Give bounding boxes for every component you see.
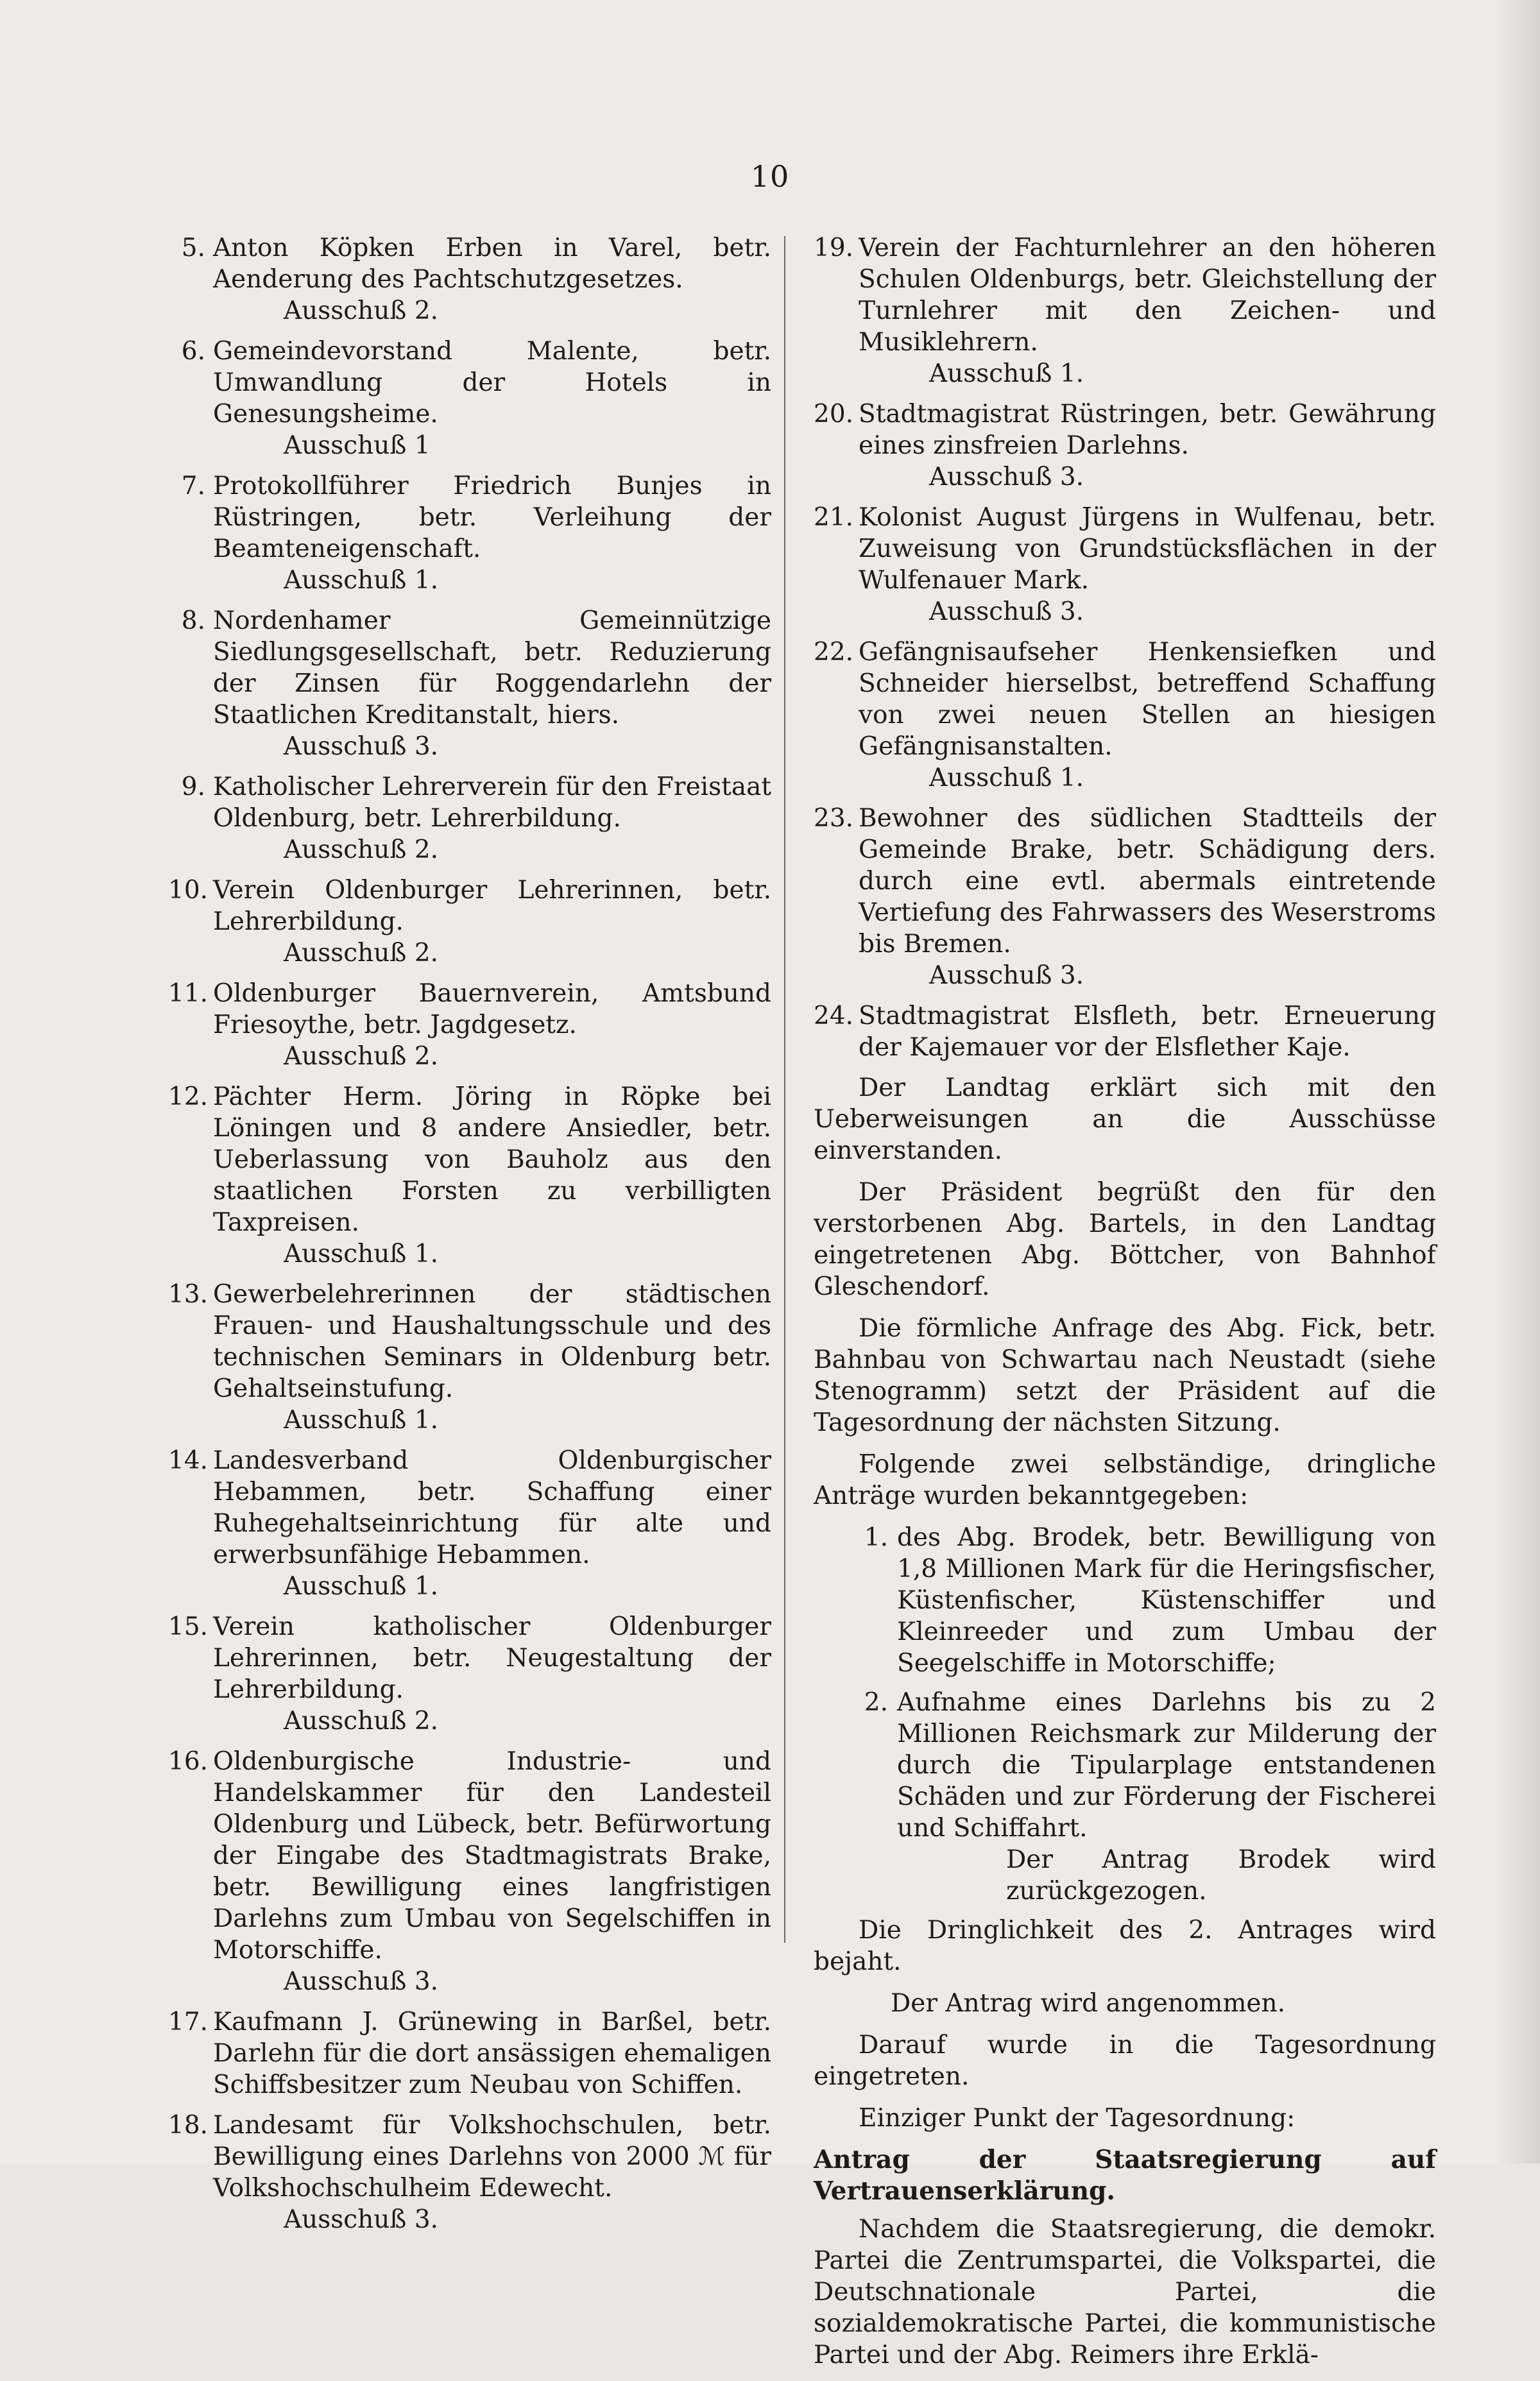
- petition-entry: [168, 2110, 771, 2235]
- paragraph-agenda-entered: Darauf wurde in die Tagesordnung eingetreten.: [814, 2031, 1436, 2091]
- entry-text: Verein Oldenburger Lehrerinnen, betr. Lehrerbildung.: [213, 876, 771, 936]
- entry-text: Protokollführer Friedrich Bunjes in Rüstringen, betr. Verleihung der Beamteneigenschaft.: [213, 472, 771, 563]
- entry-committee: Ausschuß 1: [284, 431, 431, 460]
- entry-committee: Ausschuß 1.: [284, 566, 439, 595]
- entry-committee: Ausschuß 3.: [929, 463, 1084, 491]
- entry-committee: Ausschuß 1.: [284, 1406, 439, 1435]
- petition-entry: [168, 1611, 771, 1737]
- paragraph-formal-inquiry: Die förmliche Anfrage des Abg. Fick, betr. Bahnbau von Schwartau nach Neustadt (siehe Stenogramm) setzt der Präsident auf die Tagesordnung der nächsten Sitzung.: [814, 1314, 1436, 1437]
- petition-entry: [814, 803, 1436, 991]
- entry-text: Anton Köpken Erben in Varel, betr. Aenderung des Pachtschutzgesetzes.: [213, 234, 771, 294]
- petition-entry: [168, 2006, 771, 2101]
- paragraph-urgency: Die Dringlichkeit des 2. Antrages wird bejaht.: [814, 1916, 1436, 1976]
- petition-entry: [168, 1746, 771, 1997]
- entry-text: Verein der Fachturnlehrer an den höheren Schulen Oldenburgs, betr. Gleichstellung der Turnlehrer mit den Zeichen- und Musiklehrern.: [859, 234, 1436, 357]
- entry-number: 17.: [168, 2008, 209, 2036]
- entry-text: Gemeindevorstand Malente, betr. Umwandlung der Hotels in Genesungsheime.: [213, 337, 771, 429]
- entry-text: Kaufmann J. Grünewing in Barßel, betr. Darlehn für die dort ansässigen ehemaligen Schiffsbesitzer zum Neubau von Schiffen.: [213, 2008, 771, 2099]
- petition-entry: [168, 605, 771, 762]
- motion-item: [814, 1522, 1436, 1679]
- agenda-heading: Antrag der Staatsregierung auf Vertrauenserklärung.: [814, 2145, 1436, 2206]
- paragraph-president-welcome: Der Präsident begrüßt den für den verstorbenen Abg. Bartels, in den Landtag eingetretenen Abg. Böttcher, von Bahnhof Gleschendorf.: [814, 1178, 1436, 1301]
- entry-committee: Ausschuß 3.: [929, 597, 1084, 626]
- paragraph-final: Nachdem die Staatsregierung, die demokr. Partei die Zentrumspartei, die Volkspartei, die Deutschnationale Partei, die sozialdemokratische Partei, die kommunistische Partei und der Abg. Reimers ihre Erklä-: [814, 2215, 1436, 2369]
- entry-committee: Ausschuß 3.: [284, 2205, 439, 2234]
- entry-text: Pächter Herm. Jöring in Röpke bei Löningen und 8 andere Ansiedler, betr. Ueberlassung von Bauholz aus den staatlichen Forsten zu verbilligten Taxpreisen.: [213, 1082, 771, 1237]
- left-column: [168, 232, 771, 2244]
- petition-entry: [168, 1445, 771, 1602]
- paragraph-accepted: Der Antrag wird angenommen.: [891, 1989, 1286, 2018]
- entry-text: Gefängnisaufseher Henkensiefken und Schneider hierselbst, betreffend Schaffung von zwei neuen Stellen an hiesigen Gefängnisanstalten.: [859, 638, 1436, 761]
- entry-number: 15.: [168, 1612, 209, 1641]
- entry-number: 16.: [168, 1747, 209, 1776]
- entry-committee: Ausschuß 1.: [284, 1240, 439, 1268]
- petition-entry: [168, 978, 771, 1072]
- petition-entry: [814, 636, 1436, 794]
- entry-committee: Ausschuß 1.: [929, 764, 1084, 792]
- entry-number: 24.: [814, 1002, 854, 1030]
- petition-entry: [168, 1081, 771, 1270]
- entry-text: Katholischer Lehrerverein für den Freistaat Oldenburg, betr. Lehrerbildung.: [213, 772, 771, 833]
- entry-committee: Ausschuß 2.: [284, 939, 439, 968]
- petition-entry: [168, 470, 771, 596]
- petition-entry: [814, 1000, 1436, 1063]
- entry-text: Nordenhamer Gemeinnützige Siedlungsgesellschaft, betr. Reduzierung der Zinsen für Roggendarlehn der Staatlichen Kreditanstalt, hiers.: [213, 606, 771, 730]
- motion-withdrawn-note: Der Antrag Brodek wird zurückgezogen.: [1006, 1845, 1436, 1906]
- petition-entry: [168, 875, 771, 969]
- entry-number: 6.: [181, 337, 205, 366]
- paragraph-only-agenda-point: Einziger Punkt der Tagesordnung:: [859, 2104, 1296, 2133]
- motion-number: 2.: [864, 1688, 888, 1717]
- entry-number: 19.: [814, 234, 854, 262]
- petition-entry: [168, 232, 771, 327]
- entry-text: Kolonist August Jürgens in Wulfenau, betr. Zuweisung von Grundstücksflächen in der Wulfenauer Mark.: [859, 503, 1436, 595]
- entry-number: 14.: [168, 1446, 209, 1475]
- column-divider: [784, 236, 785, 1943]
- entry-committee: Ausschuß 1.: [284, 1572, 439, 1601]
- entry-number: 8.: [181, 606, 205, 635]
- entry-number: 9.: [181, 772, 205, 801]
- entry-number: 13.: [168, 1280, 209, 1309]
- petition-entry: [168, 1279, 771, 1436]
- entry-text: Landesamt für Volkshochschulen, betr. Bewilligung eines Darlehns von 2000 ℳ für Volkshochschulheim Edewecht.: [213, 2111, 771, 2203]
- entry-committee: Ausschuß 1.: [929, 359, 1084, 388]
- entry-text: Bewohner des südlichen Stadtteils der Gemeinde Brake, betr. Schädigung ders. durch eine evtl. abermals eintretende Vertiefung des Fahrwassers des Weserstroms bis Bremen.: [859, 804, 1436, 959]
- entry-number: 22.: [814, 638, 854, 667]
- entry-text: Oldenburgische Industrie- und Handelskammer für den Landesteil Oldenburg und Lübeck, betr. Befürwortung der Eingabe des Stadtmagistrats Brake, betr. Bewilligung eines langfristigen Darlehns zum Umbau von Segelschiffen in Motorschiffe.: [213, 1747, 771, 1965]
- page-edge-shadow: [1495, 0, 1540, 2163]
- entry-text: Landesverband Oldenburgischer Hebammen, betr. Schaffung einer Ruhegehaltseinrichtung für alte und erwerbsunfähige Hebammen.: [213, 1446, 771, 1569]
- entry-number: 21.: [814, 503, 854, 532]
- entry-committee: Ausschuß 3.: [284, 732, 439, 761]
- motion-text: des Abg. Brodek, betr. Bewilligung von 1,8 Millionen Mark für die Heringsfischer, Küstenfischer, Küstenschiffer und Kleinreeder und zum Umbau der Seegelschiffe in Motorschiffe;: [897, 1523, 1436, 1678]
- entry-number: 23.: [814, 804, 854, 833]
- motion-number: 1.: [864, 1523, 888, 1552]
- petition-entry: [814, 502, 1436, 627]
- entry-text: Gewerbelehrerinnen der städtischen Frauen- und Haushaltungsschule und des technischen Seminars in Oldenburg betr. Gehaltseinstufung.: [213, 1280, 771, 1403]
- petition-entry: [168, 336, 771, 461]
- entry-number: 5.: [181, 234, 205, 262]
- entry-number: 11.: [168, 979, 209, 1008]
- page-number: 10: [750, 159, 790, 194]
- entry-number: 20.: [814, 400, 854, 429]
- petition-entry: [814, 232, 1436, 389]
- motion-text: Aufnahme eines Darlehns bis zu 2 Millionen Reichsmark zur Milderung der durch die Tipularplage entstandenen Schäden und zur Förderung der Fischerei und Schiffahrt.: [897, 1688, 1436, 1843]
- petition-entry: [168, 771, 771, 866]
- entry-number: 10.: [168, 876, 209, 905]
- entry-number: 12.: [168, 1082, 209, 1111]
- entry-committee: Ausschuß 2.: [284, 1042, 439, 1071]
- entry-committee: Ausschuß 3.: [284, 1967, 439, 1996]
- petition-entry: [814, 398, 1436, 493]
- entry-text: Stadtmagistrat Rüstringen, betr. Gewährung eines zinsfreien Darlehns.: [859, 400, 1436, 460]
- motion-item: [814, 1687, 1436, 1907]
- entry-number: 18.: [168, 2111, 209, 2140]
- entry-committee: Ausschuß 2.: [284, 835, 439, 864]
- entry-text: Oldenburger Bauernverein, Amtsbund Friesoythe, betr. Jagdgesetz.: [213, 979, 771, 1039]
- paragraph-urgent-motions-intro: Folgende zwei selbständige, dringliche Anträge wurden bekanntgegeben:: [814, 1450, 1436, 1510]
- entry-text: Stadtmagistrat Elsfleth, betr. Erneuerung der Kajemauer vor der Elsflether Kaje.: [859, 1002, 1436, 1062]
- entry-committee: Ausschuß 2.: [284, 296, 439, 325]
- paragraph-committees-agreed: Der Landtag erklärt sich mit den Ueberweisungen an die Ausschüsse einverstanden.: [814, 1073, 1436, 1165]
- entry-committee: Ausschuß 2.: [284, 1707, 439, 1736]
- entry-committee: Ausschuß 3.: [929, 961, 1084, 990]
- entry-number: 7.: [181, 472, 205, 500]
- entry-text: Verein katholischer Oldenburger Lehrerinnen, betr. Neugestaltung der Lehrerbildung.: [213, 1612, 771, 1704]
- right-column: [814, 232, 1436, 2381]
